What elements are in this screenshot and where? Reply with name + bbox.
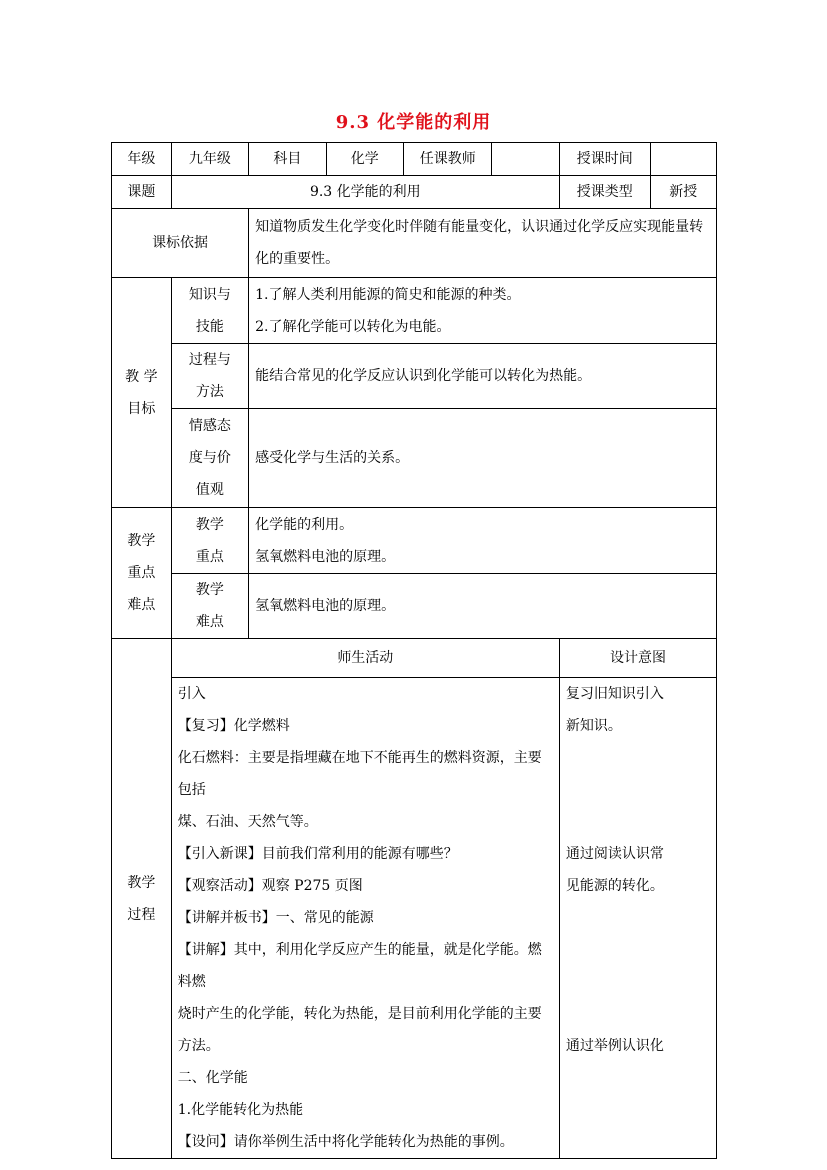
intent-spacer [566,806,710,838]
process-header-row [112,639,717,678]
activity-line: 【引入新课】目前我们常利用的能源有哪些？ [177,846,458,862]
process-label [112,639,172,1159]
intent-spacer [566,742,710,774]
intent-line: 通过阅读认识常 [565,846,664,862]
key-label-line: 重点 [195,548,224,565]
type-label: 授课类型 [559,176,650,209]
goal-line: 1.了解人类利用能源的简史和能源的种类。 [255,286,521,303]
activity-line: 引入 [177,686,206,702]
intent-spacer [566,934,710,966]
activity-line: 【复习】化学燃料 [177,718,290,734]
grade-label: 年级 [112,143,172,176]
activity-content [171,678,559,1159]
goal-label-line: 情感态 [188,418,231,434]
activity-column-header: 师生活动 [171,639,559,678]
key-points-label [112,508,172,639]
intent-line: 通过举例认识化 [565,1038,664,1054]
intent-line: 新知识。 [565,718,622,734]
key-points-label-line: 难点 [127,597,156,613]
intent-spacer [566,966,710,998]
activity-line: 1.化学能转化为热能 [177,1102,304,1118]
intent-column-header: 设计意图 [559,639,716,678]
time-label: 授课时间 [559,143,650,176]
document-title: 9.3 化学能的利用 [335,112,492,133]
goal-label-line: 过程与 [188,352,231,368]
type-value: 新授 [650,176,716,209]
activity-line: 烧时产生的化学能，转化为热能，是目前利用化学能的主要方法。 [177,1006,542,1054]
key-points-label-line: 教学 [127,533,156,549]
difficult-point-row [112,574,717,639]
standard-row [112,209,717,278]
subject-value: 化学 [326,143,403,176]
key-line: 氢氧燃料电池的原理。 [255,548,396,565]
goal-text-knowledge [249,278,717,344]
intent-line: 见能源的转化。 [565,878,664,894]
goals-label-line: 教 学 [125,368,158,385]
activity-line: 化石燃料：主要是指埋藏在地下不能再生的燃料资源，主要包括 [177,750,542,798]
goal-label-line: 方法 [195,384,224,400]
intent-spacer [566,998,710,1030]
goal-row-attitude [112,409,717,508]
lesson-plan-table [111,142,717,1159]
topic-row [112,176,717,209]
standard-label: 课标依据 [112,209,249,278]
goal-row-knowledge [112,278,717,344]
activity-line: 煤、石油、天然气等。 [177,814,318,830]
intent-content [559,678,716,1159]
activity-line: 【设问】请你举例生活中将化学能转化为热能的事例。 [177,1134,514,1150]
activity-line: 二、化学能 [177,1070,248,1086]
subject-label: 科目 [249,143,326,176]
header-row [112,143,717,176]
goal-label-attitude [171,409,248,508]
activity-line: 【讲解并板书】一、常见的能源 [177,910,374,926]
goal-text-process: 能结合常见的化学反应认识到化学能可以转化为热能。 [249,344,717,409]
key-points-label-line: 重点 [127,565,156,581]
goal-label-line: 值观 [195,482,224,498]
goal-label-line: 技能 [195,318,224,335]
intent-line: 复习旧知识引入 [565,686,664,702]
goal-text-attitude: 感受化学与生活的关系。 [249,409,717,508]
difficult-text: 氢氧燃料电池的原理。 [249,574,717,639]
teacher-label: 任课教师 [403,143,491,176]
difficult-label-line: 教学 [195,582,224,598]
goal-label-line: 度与价 [188,450,231,466]
key-line: 化学能的利用。 [255,516,354,533]
goal-label-line: 知识与 [188,286,231,303]
intent-spacer [566,902,710,934]
process-label-line: 过程 [127,906,156,923]
process-body-row [112,678,717,1159]
key-label [171,508,248,574]
key-label-line: 教学 [195,516,224,533]
process-label-line: 教学 [127,874,156,891]
standard-text: 知道物质发生化学变化时伴随有能量变化，认识通过化学反应实现能量转化的重要性。 [249,209,717,278]
difficult-label [171,574,248,639]
grade-value: 九年级 [171,143,248,176]
goal-line: 2.了解化学能可以转化为电能。 [255,318,451,335]
goals-label [112,278,172,508]
topic-label: 课题 [112,176,172,209]
key-point-row [112,508,717,574]
time-value [650,143,716,176]
goal-row-process [112,344,717,409]
teacher-value [492,143,559,176]
activity-line: 【讲解】其中，利用化学反应产生的能量，就是化学能。燃料燃 [177,942,542,990]
goal-label-knowledge [171,278,248,344]
intent-spacer [566,774,710,806]
topic-value: 9.3 化学能的利用 [171,176,559,209]
difficult-label-line: 难点 [195,614,224,630]
key-text [249,508,717,574]
activity-line: 【观察活动】观察 P275 页图 [177,878,363,894]
goals-label-line: 目标 [127,400,156,417]
goal-label-process [171,344,248,409]
